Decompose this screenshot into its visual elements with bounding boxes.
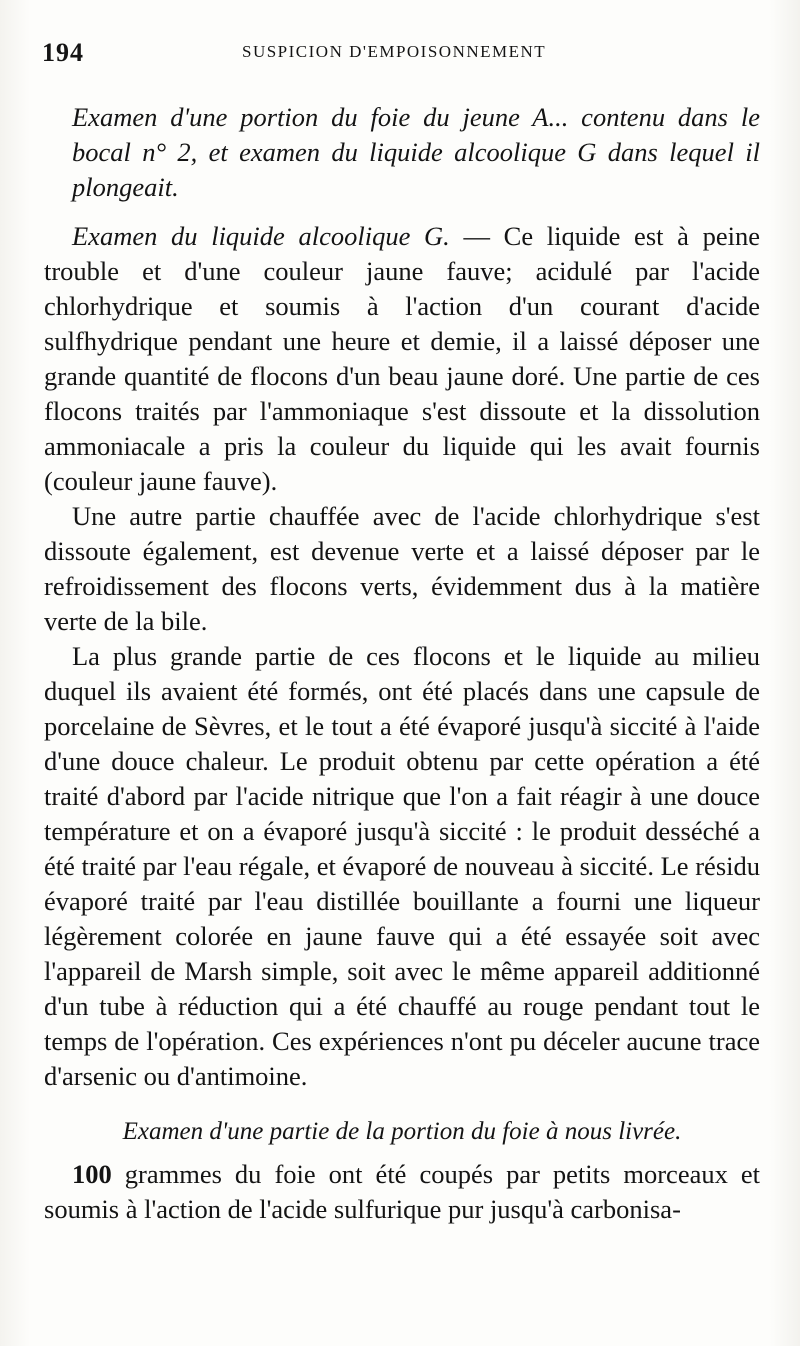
- paragraph-4-body: grammes du foie ont été coupés par petits morceaux et soumis à l'action de l'acide sulfurique pur jusqu'à carbonisa-: [44, 1159, 760, 1224]
- paragraph-1: [44, 219, 760, 499]
- paragraph-3: La plus grande partie de ces flocons et le liquide au milieu duquel ils avaient été formés, ont été placés dans une capsule de porcelaine de Sèvres, et le tout a été évaporé jusqu'à siccité à l'aide d'une douce chaleur. Le produit obtenu par cette opération a été traité d'abord par l'acide nitrique que l'on a fait réagir à une douce température et on a évaporé jusqu'à siccité : le produit desséché a été traité par l'eau régale, et évaporé de nouveau à siccité. Le résidu évaporé traité par l'eau distillée bouillante a fourni une liqueur légèrement colorée en jaune fauve qui a été essayée soit avec l'appareil de Marsh simple, soit avec le même appareil additionné d'un tube à réduction qui a été chauffé au rouge pendant tout le temps de l'opération. Ces expériences n'ont pu déceler aucune trace d'arsenic ou d'antimoine.: [44, 641, 760, 1091]
- running-title: SUSPICION D'EMPOISONNEMENT: [242, 42, 547, 61]
- page-number: 194: [42, 38, 84, 67]
- section-spacer: [44, 1094, 760, 1108]
- paragraph-1-lead: Examen du liquide alcoolique G.: [72, 221, 450, 251]
- section-title-1: Examen d'une portion du foie du jeune A... contenu dans le bocal n° 2, et examen du liquide alcoolique G dans lequel il plongeait.: [72, 102, 760, 202]
- body-text: [44, 100, 760, 1227]
- paragraph-4: [44, 1157, 760, 1227]
- paragraph-2: Une autre partie chauffée avec de l'acide chlorhydrique s'est dissoute également, est devenue verte et a laissé déposer par le refroidissement des flocons verts, évidemment dus à la matière verte de la bile.: [44, 501, 760, 636]
- page-header: [42, 36, 762, 70]
- section-title-2: Examen d'une partie de la portion du foie à nous livrée.: [122, 1118, 682, 1145]
- paragraph-4-number: 100: [72, 1159, 112, 1189]
- paragraph-1-body: — Ce liquide est à peine trouble et d'une couleur jaune fauve; acidulé par l'acide chlorhydrique et soumis à l'action d'un courant d'acide sulfhydrique pendant une heure et demie, il a laissé déposer une grande quantité de flocons d'un beau jaune doré. Une partie de ces flocons traités par l'ammoniaque s'est dissoute et la dissolution ammoniacale a pris la couleur du liquide qui les avait fournis (couleur jaune fauve).: [44, 221, 760, 496]
